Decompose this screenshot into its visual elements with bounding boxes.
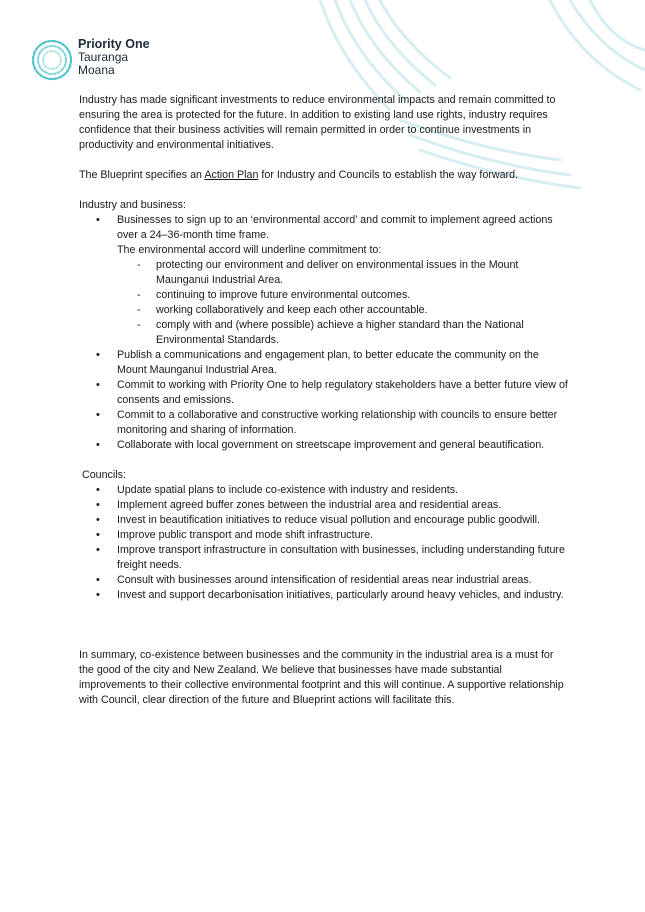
list-item: • Commit to a collaborative and constructive working relationship with councils to ensure better monitoring and sharing of information. [79,408,569,438]
blueprint-text-before: The Blueprint specifies an [79,169,205,181]
intro-paragraph: Industry has made significant investments to reduce environmental impacts and remain committed to ensuring the area is protected for the future. In addition to existing land use rights, industry requires confidence that their business activities will remain permitted in order to continue investments in productivity and environmental initiatives. [79,94,556,151]
accord-item: - working collaboratively and keep each other accountable. [79,303,569,318]
councils-heading: Councils: [82,469,126,481]
list-item: • Businesses to sign up to an ‘environmental accord’ and commit to implement agreed actions over a 24–36-month time frame. [79,213,569,243]
list-item: • Improve public transport and mode shift infrastructure. [79,528,569,543]
logo-sub-2: Moana [78,63,115,77]
document-body [79,93,569,708]
blueprint-paragraph [79,168,569,183]
action-plan-link[interactable]: Action Plan [204,169,259,181]
list-item: • Implement agreed buffer zones between the industrial area and residential areas. [79,498,569,513]
industry-list [79,213,569,453]
list-item: • Update spatial plans to include co-existence with industry and residents. [79,483,569,498]
list-item: • Invest and support decarbonisation initiatives, particularly around heavy vehicles, and industry. [79,588,569,603]
logo-name: Priority One [78,37,150,51]
councils-list [79,483,569,603]
logo-sub-1: Tauranga [78,50,129,64]
accord-item: - protecting our environment and deliver on environmental issues in the Mount Maunganui Industrial Area. [79,258,569,288]
list-item: • Collaborate with local government on streetscape improvement and general beautification. [79,438,569,453]
priority-one-logo [30,38,180,82]
blueprint-text-after: for Industry and Councils to establish the way forward. [258,169,519,181]
accord-item: - comply with and (where possible) achieve a higher standard than the National Environmental Standards. [79,318,569,348]
logo-swirl-icon [30,38,74,82]
list-item: • Commit to working with Priority One to help regulatory stakeholders have a better future view of consents and emissions. [79,378,569,408]
industry-heading: Industry and business: [79,199,186,211]
list-item: • Invest in beautification initiatives to reduce visual pollution and encourage public goodwill. [79,513,569,528]
accord-item: - continuing to improve future environmental outcomes. [79,288,569,303]
list-item: • Consult with businesses around intensification of residential areas near industrial areas. [79,573,569,588]
list-item: • Publish a communications and engagement plan, to better educate the community on the Mount Maunganui Industrial Area. [79,348,569,378]
summary-paragraph: In summary, co-existence between businesses and the community in the industrial area is a must for the good of the city and New Zealand. We believe that businesses have made substantial improvements to their collective environmental footprint and this will continue. A supportive relationship with Council, clear direction of the future and Blueprint actions will facilitate this. [79,649,564,706]
accord-intro: The environmental accord will underline commitment to: [117,244,382,256]
list-item: • Improve transport infrastructure in consultation with businesses, including understanding future freight needs. [79,543,569,573]
